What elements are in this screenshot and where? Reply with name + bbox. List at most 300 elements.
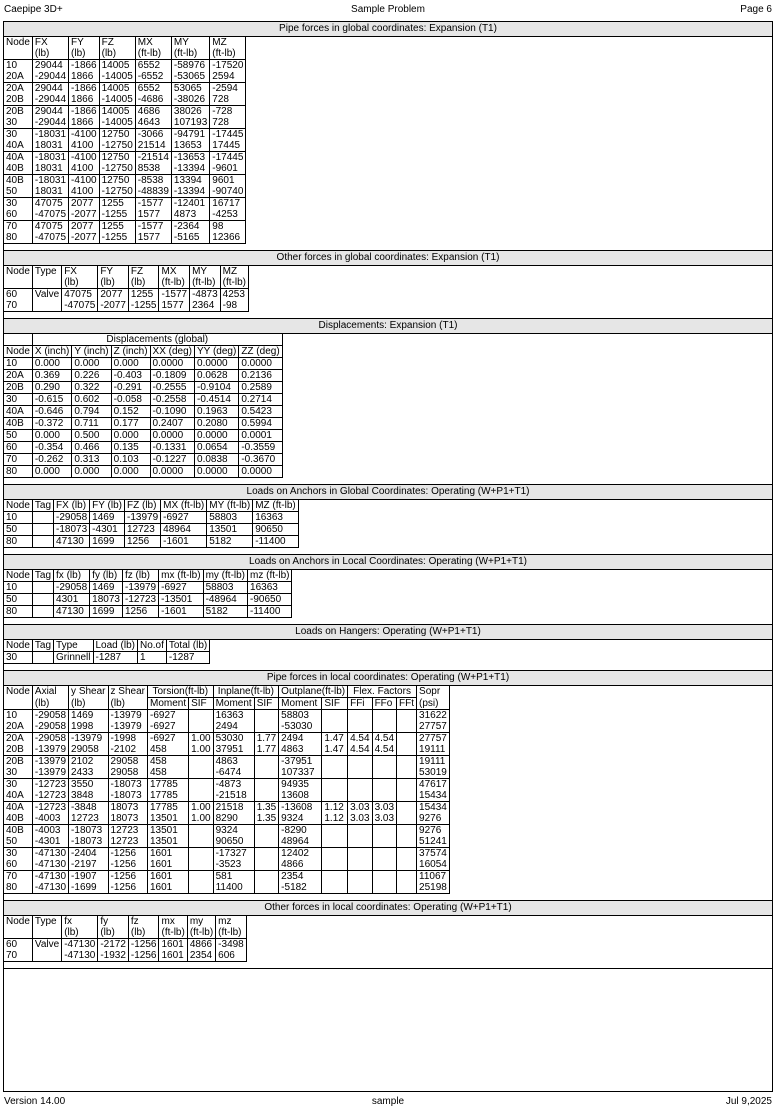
cell-value: 1577 bbox=[161, 300, 184, 311]
section-anchor-loads-global bbox=[4, 485, 772, 555]
column-header: Type bbox=[54, 640, 93, 652]
cell-value bbox=[191, 756, 210, 767]
column-subheader: FFi bbox=[348, 698, 372, 710]
cell-value: -38026 bbox=[173, 94, 206, 105]
cell-value bbox=[257, 825, 276, 836]
cell-value bbox=[399, 871, 414, 882]
column-subheader: (psi) bbox=[417, 698, 450, 710]
section-title: Loads on Anchors in Global Coordinates: Operating (W+P1+T1) bbox=[4, 485, 772, 500]
table-cell: 16363 bbox=[248, 582, 292, 594]
cell-value: 70 bbox=[6, 871, 18, 882]
cell-value: -47075 bbox=[34, 232, 67, 243]
cell-value: -47130 bbox=[34, 848, 67, 859]
cell-value: -1256 bbox=[130, 939, 157, 950]
cell-value: 1601 bbox=[161, 950, 184, 961]
cell-value: 1.47 bbox=[324, 744, 344, 755]
table-cell bbox=[189, 733, 213, 756]
table-cell: 0.177 bbox=[111, 418, 150, 430]
table-row bbox=[4, 582, 292, 594]
cell-value bbox=[191, 790, 210, 801]
header-name: FY bbox=[71, 37, 84, 48]
table-cell: 4301 bbox=[54, 594, 90, 606]
table-cell bbox=[279, 779, 322, 802]
table-cell: -6927 bbox=[159, 582, 203, 594]
cell-value bbox=[375, 825, 394, 836]
table-cell bbox=[4, 129, 33, 152]
table-cell: 1699 bbox=[90, 536, 125, 548]
cell-value: -14005 bbox=[101, 94, 133, 105]
cell-value: 21518 bbox=[215, 802, 244, 813]
header-unit bbox=[6, 48, 30, 59]
cell-value: 1601 bbox=[161, 939, 184, 950]
cell-value: 2594 bbox=[212, 71, 235, 82]
table-cell bbox=[254, 779, 278, 802]
cell-value: 16717 bbox=[212, 198, 241, 209]
table-cell bbox=[32, 536, 53, 548]
cell-value: -58976 bbox=[173, 60, 206, 71]
cell-value: -13979 bbox=[110, 710, 142, 721]
cell-value: 1.35 bbox=[256, 802, 277, 813]
table-cell bbox=[4, 83, 33, 106]
cell-value: 60 bbox=[6, 289, 18, 300]
cell-value: -8538 bbox=[137, 175, 164, 186]
table-cell: -0.403 bbox=[111, 370, 150, 382]
cell-value bbox=[350, 825, 369, 836]
column-header: MY (ft-lb) bbox=[207, 500, 253, 512]
table-cell: 0.000 bbox=[32, 430, 71, 442]
table-cell bbox=[171, 83, 209, 106]
table-cell: 47130 bbox=[54, 606, 90, 618]
table-cell bbox=[189, 779, 213, 802]
cell-value: 3.03 bbox=[350, 813, 370, 824]
table-cell bbox=[4, 733, 33, 756]
table-row bbox=[4, 825, 450, 848]
table-cell bbox=[147, 756, 188, 779]
cell-value: -18031 bbox=[34, 152, 67, 163]
header-name: mx bbox=[161, 916, 175, 927]
cell-value: -47130 bbox=[34, 859, 67, 870]
cell-value: -1256 bbox=[130, 950, 157, 961]
cell-value bbox=[35, 950, 59, 961]
table-cell: -1601 bbox=[159, 606, 203, 618]
cell-value bbox=[399, 721, 414, 732]
column-header bbox=[210, 37, 246, 60]
cell-value: 1.00 bbox=[191, 744, 211, 755]
table-row bbox=[4, 152, 246, 175]
cell-value: 50 bbox=[6, 836, 18, 847]
cell-value: 3.03 bbox=[374, 813, 395, 824]
header-row bbox=[4, 916, 247, 939]
cell-value: 1866 bbox=[71, 117, 94, 128]
cell-value: -12401 bbox=[173, 198, 206, 209]
column-subheader: (lb) bbox=[32, 698, 68, 710]
cell-value: -1866 bbox=[71, 106, 97, 117]
cell-value: 17785 bbox=[149, 802, 178, 813]
table-cell bbox=[279, 710, 322, 733]
table-cell: 1256 bbox=[122, 606, 158, 618]
table-cell bbox=[4, 871, 33, 894]
column-header bbox=[216, 916, 247, 939]
header-row bbox=[4, 570, 292, 582]
cell-value bbox=[350, 836, 369, 847]
section-anchor-loads-local bbox=[4, 555, 772, 625]
cell-value: -17445 bbox=[212, 129, 244, 140]
cell-value: 2077 bbox=[71, 221, 94, 232]
header-unit: (lb) bbox=[64, 927, 79, 938]
table-cell: 0.0838 bbox=[195, 454, 239, 466]
cell-value: 14005 bbox=[101, 83, 130, 94]
cell-value bbox=[399, 767, 414, 778]
table-cell: -0.2555 bbox=[150, 382, 194, 394]
cell-value: -14005 bbox=[101, 71, 133, 82]
cell-value: -4003 bbox=[34, 813, 61, 824]
table-cell bbox=[32, 289, 61, 312]
cell-value bbox=[191, 836, 210, 847]
cell-value: -12750 bbox=[101, 140, 133, 151]
header-row bbox=[4, 698, 450, 710]
cell-value bbox=[257, 882, 276, 893]
header-unit: (lb) bbox=[64, 277, 79, 288]
column-header bbox=[190, 266, 221, 289]
cell-value bbox=[257, 721, 276, 732]
table-cell bbox=[32, 652, 53, 664]
cell-value: -18073 bbox=[71, 825, 103, 836]
table-cell bbox=[397, 825, 417, 848]
cell-value: 18031 bbox=[34, 140, 63, 151]
column-subheader: Moment bbox=[147, 698, 188, 710]
column-header: X (inch) bbox=[32, 346, 71, 358]
header-name: MY bbox=[173, 37, 189, 48]
cell-value: -2404 bbox=[71, 848, 97, 859]
table-cell bbox=[417, 733, 450, 756]
table-cell bbox=[213, 802, 254, 825]
cell-value bbox=[191, 882, 210, 893]
cell-value bbox=[350, 790, 369, 801]
table-cell: -0.058 bbox=[111, 394, 150, 406]
section-title: Pipe forces in local coordinates: Operating (W+P1+T1) bbox=[4, 671, 772, 686]
table-cell: 80 bbox=[4, 466, 33, 478]
cell-value: -4686 bbox=[137, 94, 164, 105]
cell-value: -1998 bbox=[110, 733, 137, 744]
cell-value: -2077 bbox=[100, 300, 126, 311]
table-row bbox=[4, 733, 450, 756]
cell-value: -14005 bbox=[101, 117, 133, 128]
table-cell bbox=[210, 175, 246, 198]
table-cell: 0.000 bbox=[111, 466, 150, 478]
cell-value: 1255 bbox=[101, 198, 124, 209]
cell-value: -12723 bbox=[34, 802, 67, 813]
table-cell bbox=[4, 825, 33, 848]
cell-value: 30 bbox=[6, 767, 18, 778]
cell-value: 98 bbox=[212, 221, 224, 232]
header-name: fy bbox=[100, 916, 109, 927]
table-cell bbox=[32, 779, 68, 802]
cell-value: 25198 bbox=[419, 882, 447, 893]
table-cell: -13979 bbox=[122, 582, 158, 594]
report-date: Jul 9,2025 bbox=[725, 1096, 772, 1107]
table-cell: -0.1090 bbox=[150, 406, 194, 418]
table-cell bbox=[348, 848, 372, 871]
table-cell bbox=[189, 871, 213, 894]
table-cell bbox=[62, 289, 98, 312]
cell-value bbox=[399, 802, 414, 813]
table-cell: 0.711 bbox=[72, 418, 111, 430]
table-cell bbox=[372, 756, 396, 779]
cell-value bbox=[191, 859, 210, 870]
table-row bbox=[4, 198, 246, 221]
cell-value: -12750 bbox=[101, 186, 133, 197]
table-cell bbox=[108, 779, 147, 802]
table-cell bbox=[32, 198, 68, 221]
cell-value: 458 bbox=[149, 744, 167, 755]
header-name: FY bbox=[100, 266, 114, 277]
cell-value: 29058 bbox=[71, 744, 99, 755]
table-cell bbox=[4, 710, 33, 733]
table-cell: 12723 bbox=[125, 524, 161, 536]
column-group-header: y Shear bbox=[69, 686, 108, 698]
table-cell: -13501 bbox=[159, 594, 203, 606]
table-cell: 30 bbox=[4, 652, 33, 664]
cell-value bbox=[350, 859, 369, 870]
table-cell bbox=[32, 733, 68, 756]
cell-value: -13979 bbox=[34, 744, 67, 755]
header-name: MZ bbox=[222, 266, 238, 277]
cell-value: 1255 bbox=[130, 289, 154, 300]
group-header-row bbox=[4, 334, 283, 346]
table-cell bbox=[99, 106, 135, 129]
table-cell bbox=[322, 825, 348, 848]
cell-value: -1256 bbox=[110, 882, 137, 893]
cell-value: -17520 bbox=[212, 60, 244, 71]
cell-value: 1.00 bbox=[191, 802, 211, 813]
cell-value bbox=[350, 756, 369, 767]
column-header bbox=[62, 266, 98, 289]
table-cell bbox=[159, 939, 187, 962]
table-cell bbox=[322, 756, 348, 779]
cell-value bbox=[399, 836, 414, 847]
table-cell bbox=[69, 710, 108, 733]
table-cell bbox=[99, 60, 135, 83]
section-title: Other forces in local coordinates: Operating (W+P1+T1) bbox=[4, 901, 772, 916]
table-cell: 0.322 bbox=[72, 382, 111, 394]
column-header bbox=[159, 916, 187, 939]
column-header bbox=[220, 266, 248, 289]
cell-value: -8290 bbox=[281, 825, 307, 836]
cell-value: -6927 bbox=[149, 733, 176, 744]
table-cell: 0.0001 bbox=[239, 430, 282, 442]
cell-value bbox=[324, 882, 345, 893]
cell-value: 53065 bbox=[173, 83, 202, 94]
header-name: Type bbox=[34, 266, 57, 277]
cell-value: 3848 bbox=[71, 790, 94, 801]
column-header bbox=[4, 916, 33, 939]
cell-value: -12723 bbox=[34, 790, 67, 801]
table-cell: 5182 bbox=[207, 536, 253, 548]
cell-value bbox=[350, 882, 369, 893]
table-cell bbox=[213, 871, 254, 894]
cell-value: 12723 bbox=[110, 836, 139, 847]
table-cell: 0.2136 bbox=[239, 370, 282, 382]
cell-value: 40A bbox=[6, 140, 24, 151]
table-cell bbox=[99, 175, 135, 198]
table-cell: -0.9104 bbox=[195, 382, 239, 394]
table-cell bbox=[397, 756, 417, 779]
header-name: MX bbox=[161, 266, 177, 277]
table-cell bbox=[69, 848, 108, 871]
table-cell bbox=[171, 221, 209, 244]
table-cell: 40B bbox=[4, 418, 33, 430]
cell-value: -53030 bbox=[281, 721, 313, 732]
cell-value: 38026 bbox=[173, 106, 202, 117]
report-frame bbox=[3, 21, 773, 1092]
table-cell: 0.000 bbox=[72, 466, 111, 478]
table-cell bbox=[69, 825, 108, 848]
page-header bbox=[4, 4, 772, 18]
table-cell bbox=[32, 848, 68, 871]
cell-value: 20A bbox=[6, 733, 24, 744]
table-cell bbox=[32, 606, 53, 618]
table-cell bbox=[108, 871, 147, 894]
cell-value: 47075 bbox=[34, 198, 63, 209]
column-header: Node bbox=[4, 570, 33, 582]
table-cell bbox=[372, 848, 396, 871]
table-cell bbox=[32, 582, 53, 594]
cell-value: 4866 bbox=[281, 859, 304, 870]
cell-value bbox=[257, 859, 276, 870]
table-cell bbox=[348, 779, 372, 802]
cell-value: 9276 bbox=[419, 813, 442, 824]
table-cell bbox=[417, 848, 450, 871]
cell-value: 17785 bbox=[149, 779, 178, 790]
table-cell bbox=[171, 152, 209, 175]
column-header bbox=[98, 916, 129, 939]
cell-value bbox=[191, 767, 210, 778]
cell-value bbox=[375, 721, 394, 732]
table-row bbox=[4, 524, 299, 536]
table-row bbox=[4, 652, 210, 664]
cell-value bbox=[399, 733, 414, 744]
table-cell bbox=[279, 756, 322, 779]
cell-value: 37951 bbox=[215, 744, 244, 755]
table-cell: 0.0000 bbox=[195, 466, 239, 478]
table-cell: -1287 bbox=[93, 652, 137, 664]
cell-value: 40A bbox=[6, 802, 24, 813]
table-row bbox=[4, 382, 283, 394]
section-local-forces-operating bbox=[4, 671, 772, 901]
table-cell bbox=[108, 710, 147, 733]
table-row bbox=[4, 175, 246, 198]
table-row bbox=[4, 358, 283, 370]
table-cell: 10 bbox=[4, 582, 33, 594]
column-header: MZ (ft-lb) bbox=[253, 500, 299, 512]
cell-value: 1601 bbox=[149, 848, 173, 859]
header-name: Node bbox=[6, 266, 30, 277]
cell-value bbox=[375, 767, 394, 778]
column-header: Load (lb) bbox=[93, 640, 137, 652]
cell-value bbox=[375, 859, 394, 870]
table-cell: 0.0000 bbox=[239, 358, 282, 370]
table-cell: -11400 bbox=[248, 606, 292, 618]
table-cell bbox=[279, 871, 322, 894]
column-header bbox=[135, 37, 171, 60]
column-header: fx (lb) bbox=[54, 570, 90, 582]
cell-value: 14005 bbox=[101, 60, 130, 71]
cell-value: Valve bbox=[34, 939, 60, 950]
table-cell: 0.466 bbox=[72, 442, 111, 454]
table-cell: -18073 bbox=[54, 524, 90, 536]
cell-value: 11067 bbox=[419, 871, 447, 882]
table-cell: -29058 bbox=[54, 512, 90, 524]
cell-value: -90740 bbox=[212, 186, 244, 197]
local-forces-table bbox=[3, 685, 450, 894]
column-subheader: Moment bbox=[279, 698, 322, 710]
anchor-loads-global-table bbox=[3, 499, 299, 548]
table-cell: 0.000 bbox=[111, 430, 150, 442]
cell-value bbox=[350, 710, 369, 721]
header-row bbox=[4, 346, 283, 358]
cell-value: 16054 bbox=[419, 859, 447, 870]
table-cell: 50 bbox=[4, 430, 33, 442]
table-row bbox=[4, 418, 283, 430]
cell-value: 15434 bbox=[419, 802, 447, 813]
column-header: FY (lb) bbox=[90, 500, 125, 512]
column-header: YY (deg) bbox=[195, 346, 239, 358]
cell-value bbox=[375, 790, 394, 801]
cell-value bbox=[191, 848, 210, 859]
cell-value: 3550 bbox=[71, 779, 94, 790]
table-cell: 1256 bbox=[125, 536, 161, 548]
cell-value: 27757 bbox=[419, 733, 447, 744]
header-unit bbox=[35, 927, 59, 938]
table-cell bbox=[254, 825, 278, 848]
column-header bbox=[171, 37, 209, 60]
table-cell bbox=[69, 60, 100, 83]
table-cell bbox=[147, 825, 188, 848]
table-cell bbox=[254, 848, 278, 871]
table-cell bbox=[254, 871, 278, 894]
table-cell: 0.313 bbox=[72, 454, 111, 466]
cell-value: -4100 bbox=[71, 152, 97, 163]
table-cell bbox=[32, 60, 68, 83]
cell-value bbox=[257, 710, 276, 721]
table-cell bbox=[210, 60, 246, 83]
table-cell bbox=[69, 106, 100, 129]
cell-value bbox=[191, 710, 210, 721]
table-row bbox=[4, 430, 283, 442]
table-row bbox=[4, 289, 249, 312]
cell-value bbox=[35, 300, 59, 311]
table-cell: 0.0000 bbox=[239, 466, 282, 478]
cell-value: -3848 bbox=[71, 802, 97, 813]
table-row bbox=[4, 512, 299, 524]
cell-value: 20B bbox=[6, 744, 24, 755]
column-header: Node bbox=[4, 500, 33, 512]
table-cell bbox=[254, 710, 278, 733]
column-group-header: Flex. Factors bbox=[348, 686, 417, 698]
cell-value: -6927 bbox=[149, 710, 176, 721]
cell-value: -13979 bbox=[71, 733, 103, 744]
header-row bbox=[4, 640, 210, 652]
table-cell: -0.2558 bbox=[150, 394, 194, 406]
cell-value bbox=[191, 825, 210, 836]
cell-value: 70 bbox=[6, 300, 18, 311]
cell-value: -48839 bbox=[137, 186, 169, 197]
table-cell bbox=[417, 871, 450, 894]
table-row bbox=[4, 370, 283, 382]
cell-value: 728 bbox=[212, 117, 229, 128]
cell-value: 20B bbox=[6, 106, 24, 117]
table-cell bbox=[32, 106, 68, 129]
